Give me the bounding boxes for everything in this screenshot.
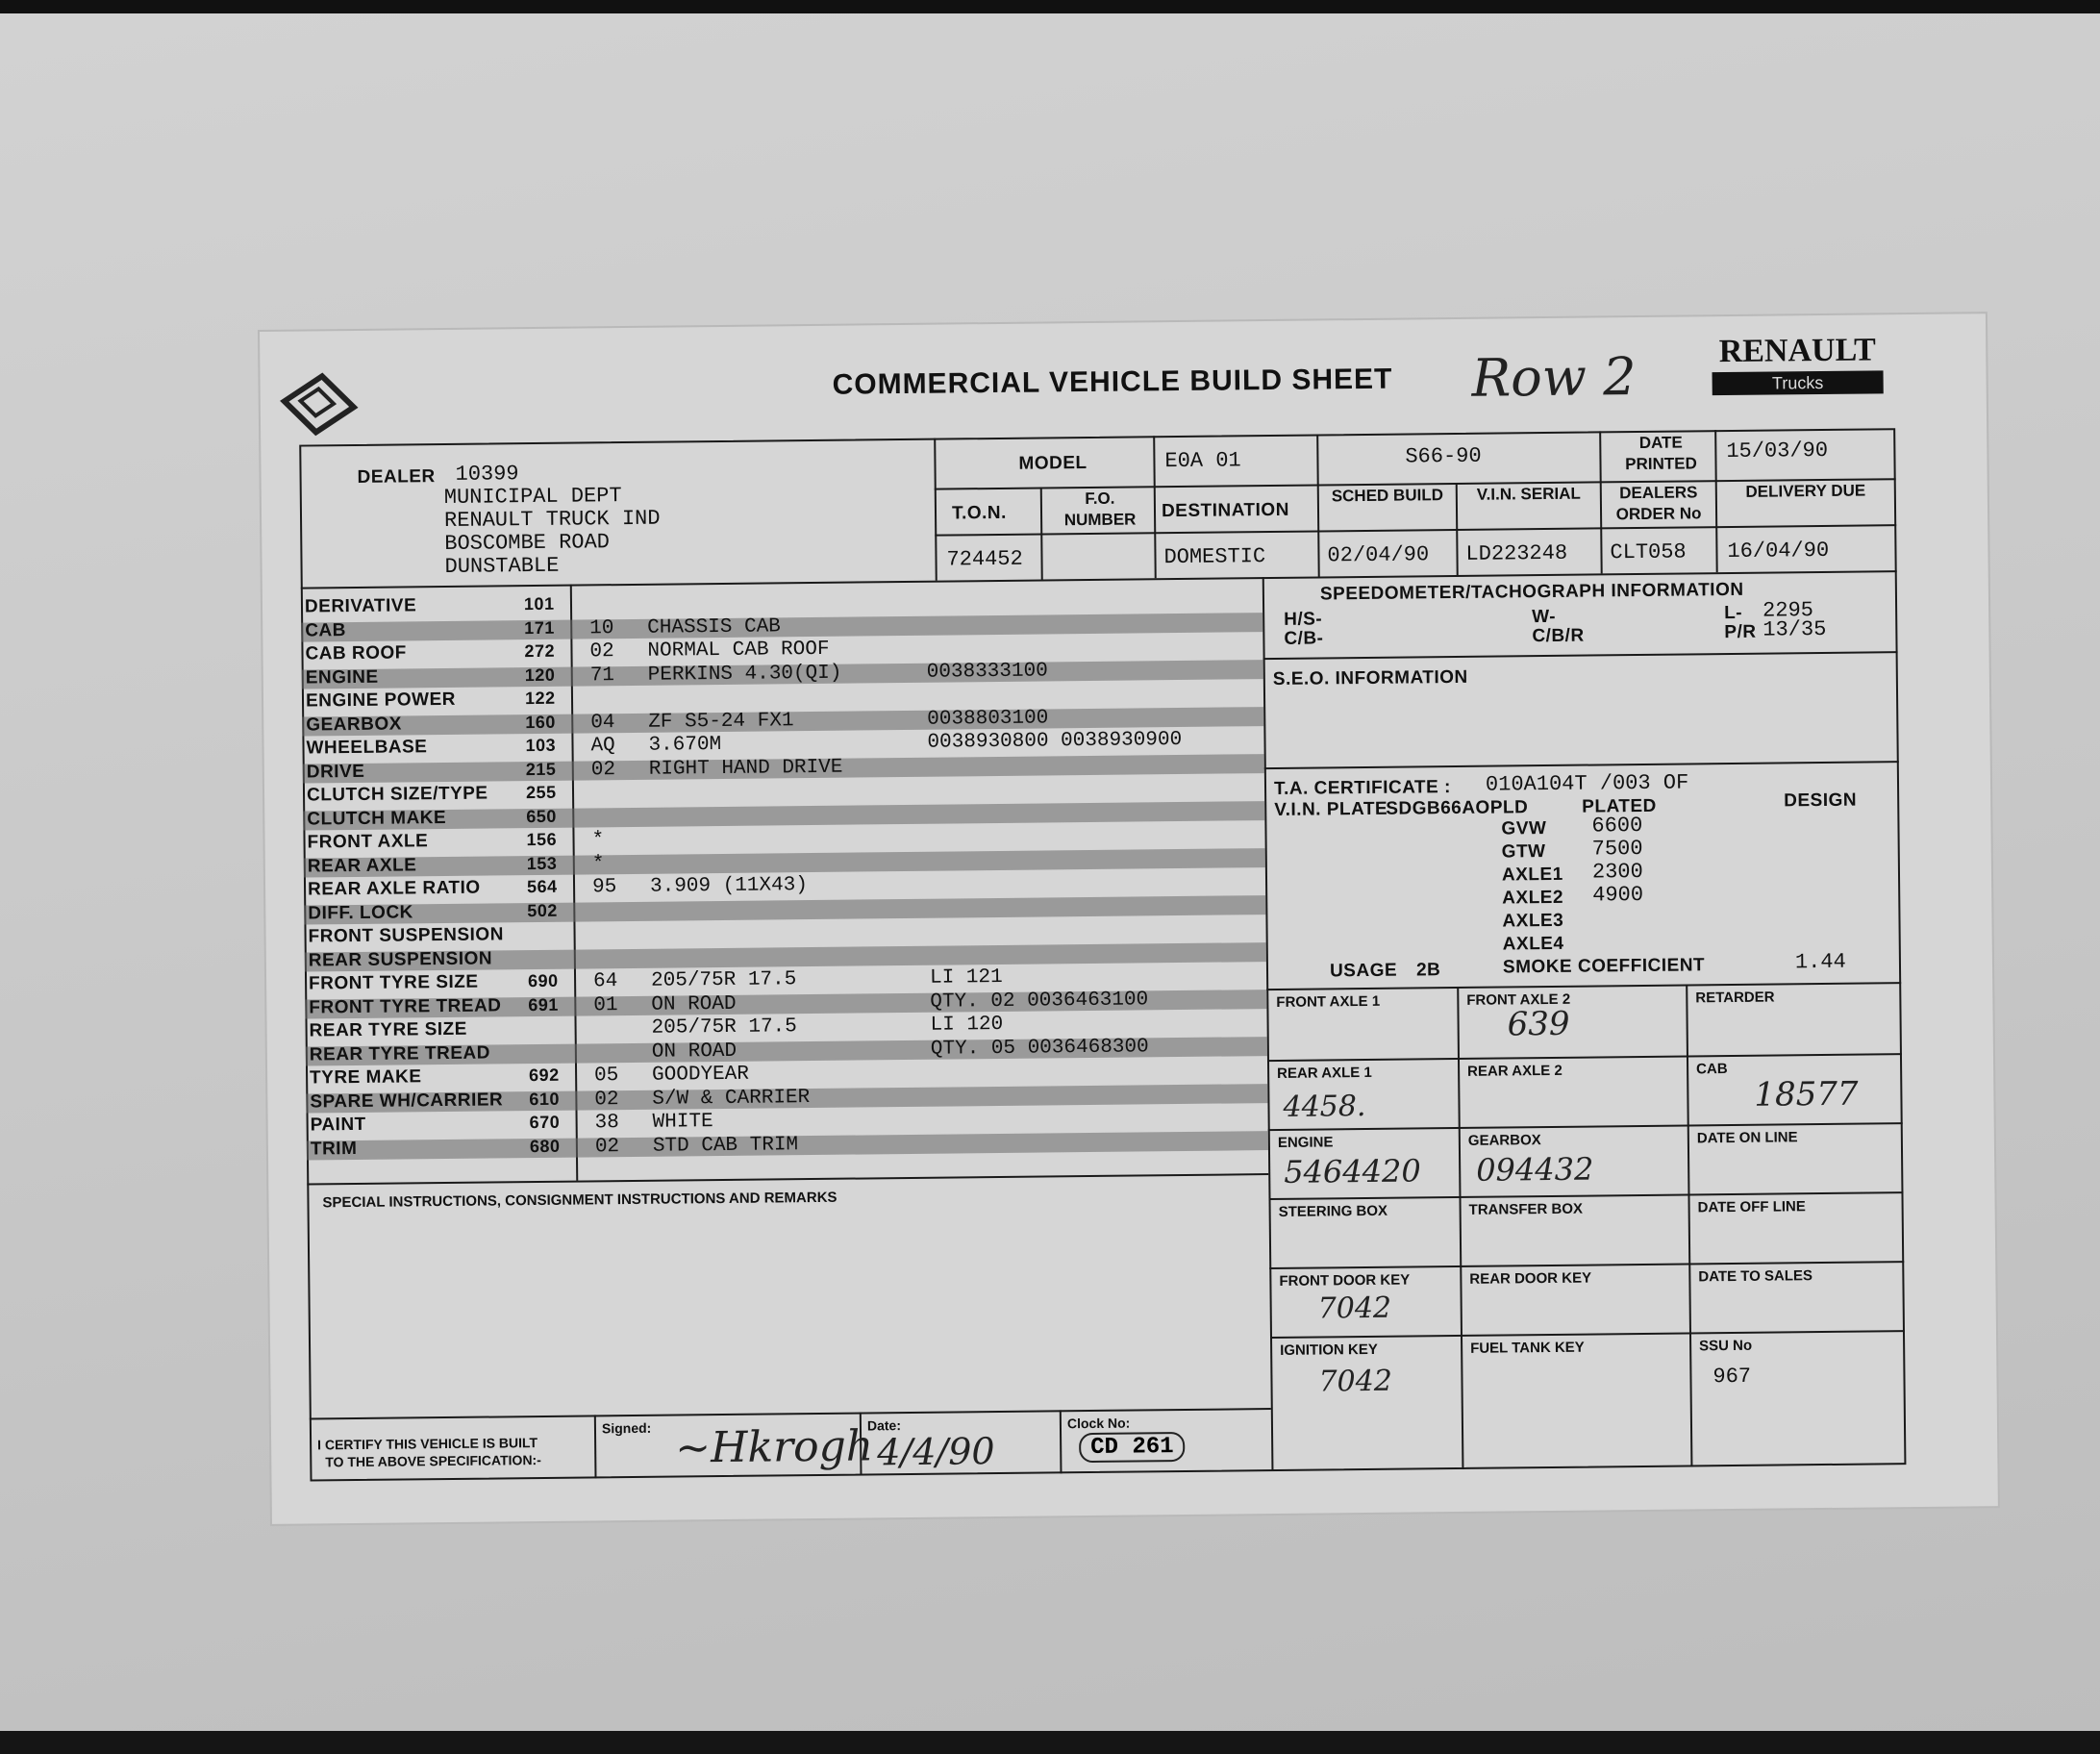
- spec-row-description: 3.670M: [648, 733, 722, 757]
- spec-row-label: REAR AXLE: [307, 854, 417, 877]
- front-door-key-label: FRONT DOOR KEY: [1279, 1271, 1411, 1290]
- document-title: COMMERCIAL VEHICLE BUILD SHEET: [832, 363, 1393, 401]
- date-off-line-label: DATE OFF LINE: [1697, 1198, 1806, 1216]
- speedo-cbr: C/B/R: [1532, 625, 1585, 647]
- date-on-line-label: DATE ON LINE: [1696, 1129, 1798, 1147]
- spec-row-extra: 0038803100: [927, 706, 1049, 731]
- spec-row-option: AQ: [590, 735, 615, 758]
- speedo-title: SPEEDOMETER/TACHOGRAPH INFORMATION: [1319, 579, 1744, 605]
- delivery-due-value: 16/04/90: [1727, 538, 1830, 564]
- spec-row-label: DERIVATIVE: [304, 595, 417, 617]
- spec-row-label: DRIVE: [306, 761, 365, 783]
- renault-trucks-logo: [1712, 334, 1884, 395]
- steering-box-label: STEERING BOX: [1278, 1202, 1388, 1220]
- spec-row-code: 692: [529, 1065, 560, 1086]
- axle1-label: AXLE1: [1501, 864, 1563, 886]
- signature: ~Hkrogh: [674, 1421, 874, 1473]
- dealers-order-label: DEALERS ORDER No: [1615, 483, 1702, 524]
- destination-label: DESTINATION: [1161, 499, 1289, 522]
- spec-row-label: TYRE MAKE: [310, 1066, 422, 1089]
- delivery-due-label: DELIVERY DUE: [1745, 481, 1866, 501]
- spec-row-description: STD CAB TRIM: [652, 1133, 799, 1158]
- model-label: MODEL: [1018, 452, 1088, 474]
- spec-row-description: GOODYEAR: [651, 1063, 750, 1087]
- spec-row-extra: LI 121: [929, 965, 1003, 990]
- spec-row-option: *: [591, 852, 605, 875]
- ta-cert-value: 010A104T /003 OF: [1485, 770, 1689, 797]
- spec-row-description: 205/75R 17.5: [650, 968, 797, 992]
- dealer-line1: MUNICIPAL DEPT: [443, 484, 622, 511]
- spec-row-code: 156: [526, 829, 558, 850]
- gtw-label: GTW: [1501, 841, 1546, 863]
- scanner-top-border: [0, 0, 2100, 13]
- spec-row-label: ENGINE: [305, 666, 379, 689]
- model-code: S66-90: [1405, 443, 1482, 469]
- speedo-l-value: 2295: [1762, 598, 1814, 623]
- spec-row-option: 02: [590, 758, 616, 781]
- spec-row-option: 05: [594, 1065, 619, 1088]
- spec-row-code: 171: [524, 617, 555, 638]
- spec-row-description: 3.909 (11X43): [649, 874, 809, 898]
- ssu-no-label: SSU No: [1699, 1337, 1753, 1355]
- vin-plate-value: SDGB66AOPLD: [1386, 797, 1529, 819]
- spec-row-label: PAINT: [310, 1114, 366, 1136]
- spec-row-code: 564: [526, 876, 558, 897]
- remarks-title: SPECIAL INSTRUCTIONS, CONSIGNMENT INSTRUCTIONS AND REMARKS: [322, 1189, 838, 1212]
- spec-row-code: 103: [525, 735, 557, 756]
- dealers-order-value: CLT058: [1610, 539, 1687, 565]
- spec-row-code: 160: [525, 712, 556, 732]
- spec-row-option: 02: [589, 640, 614, 664]
- plated-label: PLATED: [1582, 795, 1657, 817]
- spec-row-label: FRONT TYRE TREAD: [309, 994, 502, 1018]
- date-label: Date:: [866, 1417, 902, 1434]
- date-to-sales-label: DATE TO SALES: [1698, 1267, 1813, 1286]
- spec-row-code: 122: [524, 688, 556, 709]
- rear-axle1-value: 4458.: [1283, 1089, 1366, 1124]
- spec-row-option: 95: [591, 876, 617, 899]
- seo-title: S.E.O. INFORMATION: [1272, 666, 1468, 689]
- spec-row-label: REAR TYRE TREAD: [309, 1042, 490, 1065]
- spec-row-description: S/W & CARRIER: [652, 1086, 811, 1111]
- spec-row-extra: LI 120: [930, 1013, 1004, 1037]
- spec-row-label: TRIM: [310, 1138, 358, 1159]
- dealer-number: 10399: [455, 462, 519, 487]
- spec-row-label: WHEELBASE: [306, 737, 428, 759]
- cab-serial-value: 18577: [1754, 1074, 1859, 1115]
- spec-row-label: CLUTCH SIZE/TYPE: [306, 783, 488, 806]
- spec-row-extra: 0038333100: [926, 659, 1048, 684]
- axle4-label: AXLE4: [1502, 933, 1564, 955]
- spec-row-code: 120: [524, 664, 556, 685]
- spec-row-description: 205/75R 17.5: [651, 1015, 797, 1040]
- clock-stamp: CD 261: [1079, 1432, 1186, 1463]
- speedo-pr-label: P/R: [1724, 621, 1757, 643]
- gtw-value: 7500: [1591, 836, 1643, 862]
- build-sheet: [260, 313, 1998, 1524]
- axle3-label: AXLE3: [1502, 910, 1564, 932]
- dealer-line4: DUNSTABLE: [444, 553, 560, 579]
- smoke-label: SMOKE COEFFICIENT: [1502, 955, 1706, 978]
- ton-value: 724452: [946, 546, 1023, 572]
- model-value: E0A 01: [1164, 448, 1241, 474]
- usage-value: 2B: [1415, 960, 1441, 981]
- spec-row-extra: QTY. 05 0036468300: [930, 1035, 1149, 1061]
- sched-build-label: SCHED BUILD: [1331, 486, 1444, 506]
- spec-row-label: REAR TYRE SIZE: [309, 1018, 468, 1041]
- spec-row-description: ON ROAD: [651, 1040, 738, 1064]
- logo-brand-top: RENAULT: [1718, 332, 1877, 370]
- spec-row-code: 272: [524, 640, 556, 662]
- spec-row-option: 71: [589, 664, 615, 687]
- speedo-cb: C/B-: [1284, 628, 1324, 649]
- rear-axle1-label: REAR AXLE 1: [1277, 1064, 1372, 1082]
- spec-row-label: FRONT SUSPENSION: [308, 924, 505, 947]
- spec-row-label: REAR SUSPENSION: [308, 948, 493, 971]
- logo-brand-bottom: Trucks: [1712, 370, 1884, 395]
- design-label: DESIGN: [1784, 789, 1858, 812]
- ssu-no-value: 967: [1712, 1364, 1752, 1390]
- axle2-value: 4900: [1592, 882, 1644, 908]
- destination-value: DOMESTIC: [1163, 544, 1266, 570]
- speedo-w: W-: [1532, 606, 1557, 628]
- certify-text2: TO THE ABOVE SPECIFICATION:-: [325, 1451, 541, 1470]
- dealer-line2: RENAULT TRUCK IND: [443, 506, 661, 533]
- spec-row-description: WHITE: [652, 1111, 713, 1134]
- spec-row-code: 215: [525, 759, 557, 779]
- rear-axle2-label: REAR AXLE 2: [1467, 1062, 1562, 1080]
- certify-text1: I CERTIFY THIS VEHICLE IS BUILT: [317, 1435, 538, 1453]
- spec-row-option: 10: [589, 616, 614, 639]
- spec-row-option: 02: [594, 1135, 620, 1158]
- smoke-value: 1.44: [1794, 949, 1846, 975]
- spec-row-option: 02: [594, 1088, 619, 1111]
- fo-number-label: F.O. NUMBER: [1063, 489, 1137, 530]
- spec-row-label: FRONT AXLE: [307, 831, 429, 853]
- date-printed-value: 15/03/90: [1726, 438, 1829, 464]
- transfer-box-label: TRANSFER BOX: [1468, 1200, 1584, 1218]
- ta-cert-label: T.A. CERTIFICATE :: [1273, 777, 1451, 799]
- spec-row-code: 670: [529, 1112, 561, 1133]
- spec-row-label: GEARBOX: [306, 713, 402, 736]
- retarder-label: RETARDER: [1695, 989, 1775, 1007]
- spec-row-extra: 0038930800 0038930900: [927, 728, 1183, 754]
- spec-row-label: DIFF. LOCK: [308, 901, 413, 924]
- front-axle2-value: 639: [1507, 1004, 1570, 1044]
- spec-row-description: RIGHT HAND DRIVE: [648, 756, 843, 781]
- clock-label: Clock No:: [1066, 1415, 1131, 1432]
- rear-door-key-label: REAR DOOR KEY: [1469, 1269, 1592, 1288]
- handwritten-note: Row 2: [1471, 346, 1637, 409]
- spec-row-code: 153: [526, 853, 558, 873]
- spec-row-option: *: [591, 829, 605, 852]
- ton-label: T.O.N.: [951, 502, 1007, 524]
- gearbox-serial-label: GEARBOX: [1467, 1132, 1541, 1149]
- gearbox-serial-value: 094432: [1475, 1150, 1594, 1189]
- vin-serial-label: V.I.N. SERIAL: [1476, 484, 1581, 504]
- spec-row-label: REAR AXLE RATIO: [307, 877, 481, 900]
- speedo-pr-value: 13/35: [1762, 616, 1827, 642]
- spec-row-label: FRONT TYRE SIZE: [308, 971, 479, 994]
- usage-label: USAGE: [1329, 960, 1398, 982]
- front-door-key-value: 7042: [1317, 1290, 1392, 1326]
- signed-label: Signed:: [601, 1419, 652, 1437]
- spec-row-code: 101: [523, 593, 555, 614]
- engine-serial-value: 5464420: [1284, 1152, 1421, 1190]
- spec-row-description: ON ROAD: [651, 992, 737, 1016]
- spec-row-label: ENGINE POWER: [305, 689, 457, 712]
- spec-row-description: CHASSIS CAB: [647, 614, 781, 639]
- certify-date-value: 4/4/90: [877, 1430, 995, 1474]
- gvw-label: GVW: [1501, 818, 1547, 839]
- spec-row-description: PERKINS 4.30(QI): [647, 662, 842, 687]
- gvw-value: 6600: [1591, 813, 1643, 839]
- axle1-value: 2300: [1591, 859, 1643, 885]
- spec-row-label: CAB: [305, 619, 347, 641]
- ignition-key-value: 7042: [1318, 1364, 1393, 1399]
- spec-row-option: 04: [590, 711, 615, 734]
- spec-row-label: CAB ROOF: [305, 642, 407, 664]
- dealer-line3: BOSCOMBE ROAD: [444, 530, 611, 556]
- front-axle1-label: FRONT AXLE 1: [1276, 992, 1381, 1011]
- spec-row-label: SPARE WH/CARRIER: [310, 1089, 504, 1112]
- sched-build-value: 02/04/90: [1327, 542, 1430, 568]
- vin-serial-value: LD223248: [1465, 540, 1568, 566]
- dealer-label: DEALER: [357, 466, 436, 488]
- spec-row-code: 680: [529, 1136, 561, 1156]
- spec-row-code: 610: [529, 1089, 561, 1109]
- scanner-bottom-border: [0, 1731, 2100, 1754]
- date-printed-label: DATE PRINTED: [1625, 433, 1697, 474]
- spec-row-option: 01: [593, 993, 618, 1016]
- vin-plate-label: V.I.N. PLATE: [1274, 798, 1388, 820]
- spec-row-code: 690: [527, 970, 559, 991]
- spec-row-description: NORMAL CAB ROOF: [647, 638, 830, 663]
- front-axle2-label: FRONT AXLE 2: [1466, 990, 1571, 1009]
- spec-row-option: 64: [592, 970, 618, 993]
- spec-row-extra: QTY. 02 0036463100: [930, 988, 1149, 1014]
- spec-row-description: ZF S5-24 FX1: [648, 709, 794, 734]
- spec-row-label: CLUTCH MAKE: [307, 807, 447, 830]
- spec-row-option: 38: [594, 1112, 619, 1135]
- speedo-l-label: L-: [1724, 602, 1743, 624]
- engine-serial-label: ENGINE: [1277, 1134, 1334, 1151]
- speedo-hs: H/S-: [1284, 609, 1323, 630]
- spec-row-code: 255: [525, 782, 557, 803]
- axle2-label: AXLE2: [1502, 887, 1564, 909]
- spec-row-code: 650: [526, 806, 557, 826]
- spec-row-code: 691: [528, 994, 559, 1015]
- spec-row-code: 502: [527, 900, 558, 920]
- cab-serial-label: CAB: [1696, 1061, 1728, 1078]
- ignition-key-label: IGNITION KEY: [1280, 1341, 1378, 1359]
- fuel-tank-key-label: FUEL TANK KEY: [1470, 1339, 1585, 1357]
